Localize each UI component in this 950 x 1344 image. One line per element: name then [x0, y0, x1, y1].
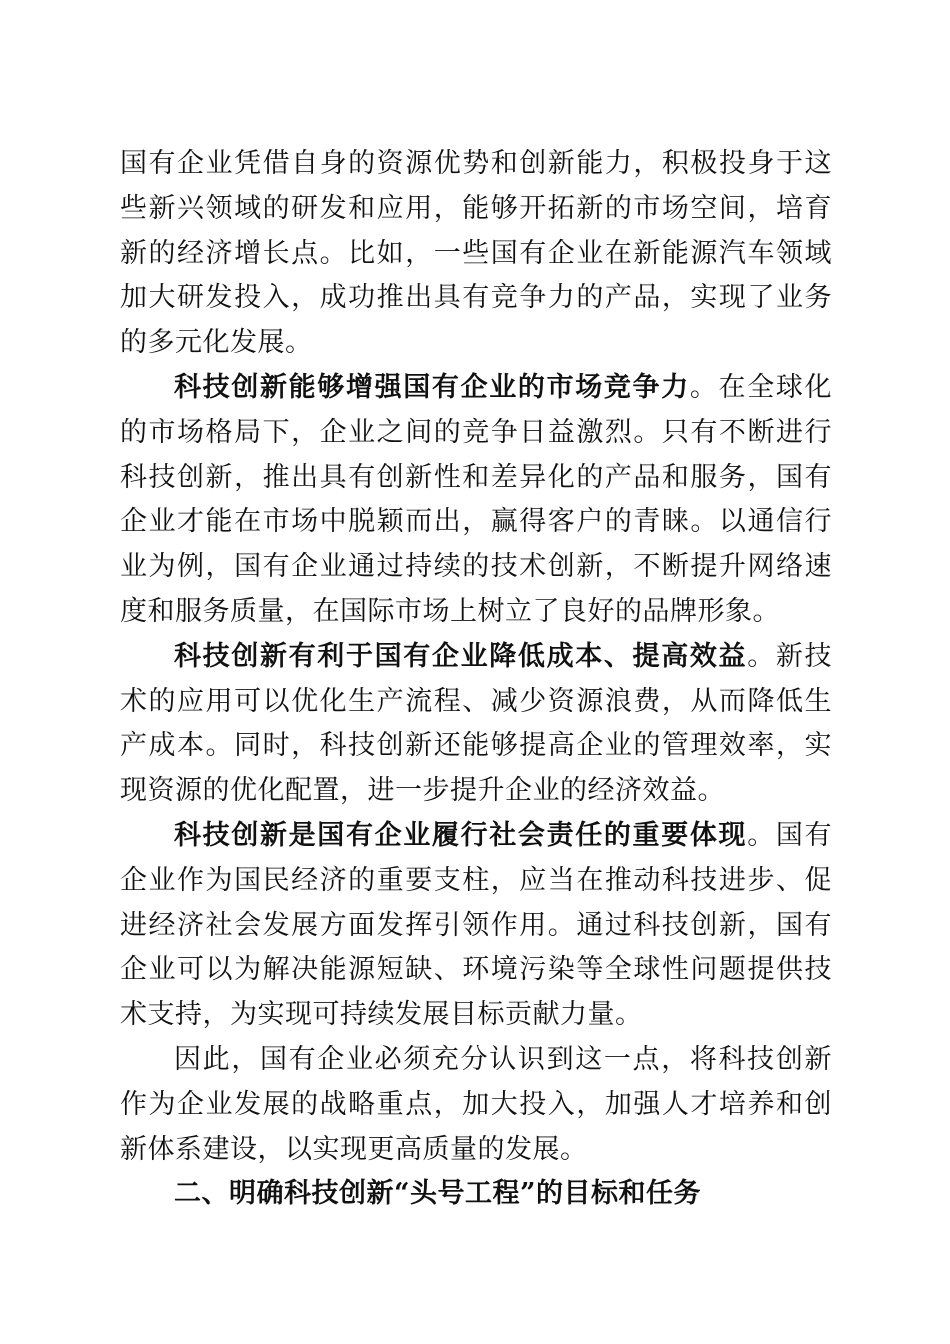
- paragraph-text: 。国有企业作为国民经济的重要支柱，应当在推动科技进步、促进经济社会发展方面发挥引领作用。通过科技创新，国有企业可以为解决能源短缺、环境污染等全球性问题提供技术支持，为实现可持续发展目标贡献力量。: [120, 819, 833, 1031]
- paragraph-lead-sentence: 科技创新是国有企业履行社会责任的重要体现: [174, 819, 748, 851]
- paragraph-intro-continuation: [120, 142, 832, 366]
- section-heading: 二、明确科技创新“头号工程”的目标和任务: [174, 1178, 702, 1210]
- paragraph-text: 。新技术的应用可以优化生产流程、减少资源浪费，从而降低生产成本。同时，科技创新还能够提高企业的管理效率，实现资源的优化配置，进一步提升企业的经济效益。: [120, 640, 833, 807]
- paragraph-lead-sentence: 科技创新有利于国有企业降低成本、提高效益: [174, 640, 748, 672]
- paragraph-text: 。在全球化的市场格局下，企业之间的竞争日益激烈。只有不断进行科技创新，推出具有创新性和差异化的产品和服务，国有企业才能在市场中脱颖而出，赢得客户的青睐。以通信行业为例，国有企业通过持续的技术创新，不断提升网络速度和服务质量，在国际市场上树立了良好的品牌形象。: [120, 371, 833, 627]
- paragraph-lead-sentence: 科技创新能够增强国有企业的市场竞争力: [174, 371, 690, 403]
- paragraph-text: 因此，国有企业必须充分认识到这一点，将科技创新作为企业发展的战略重点，加大投入，加强人才培养和创新体系建设，以实现更高质量的发展。: [120, 1043, 832, 1165]
- paragraph-conclusion: [120, 1038, 832, 1172]
- document-page: [120, 142, 832, 1217]
- paragraph-social-responsibility: [120, 814, 832, 1038]
- paragraph-cost-efficiency: [120, 635, 832, 814]
- paragraph-market-competitiveness: [120, 366, 832, 635]
- paragraph-text: 国有企业凭借自身的资源优势和创新能力，积极投身于这些新兴领域的研发和应用，能够开拓新的市场空间，培育新的经济增长点。比如，一些国有企业在新能源汽车领域加大研发投入，成功推出具有竞争力的产品，实现了业务的多元化发展。: [120, 148, 832, 359]
